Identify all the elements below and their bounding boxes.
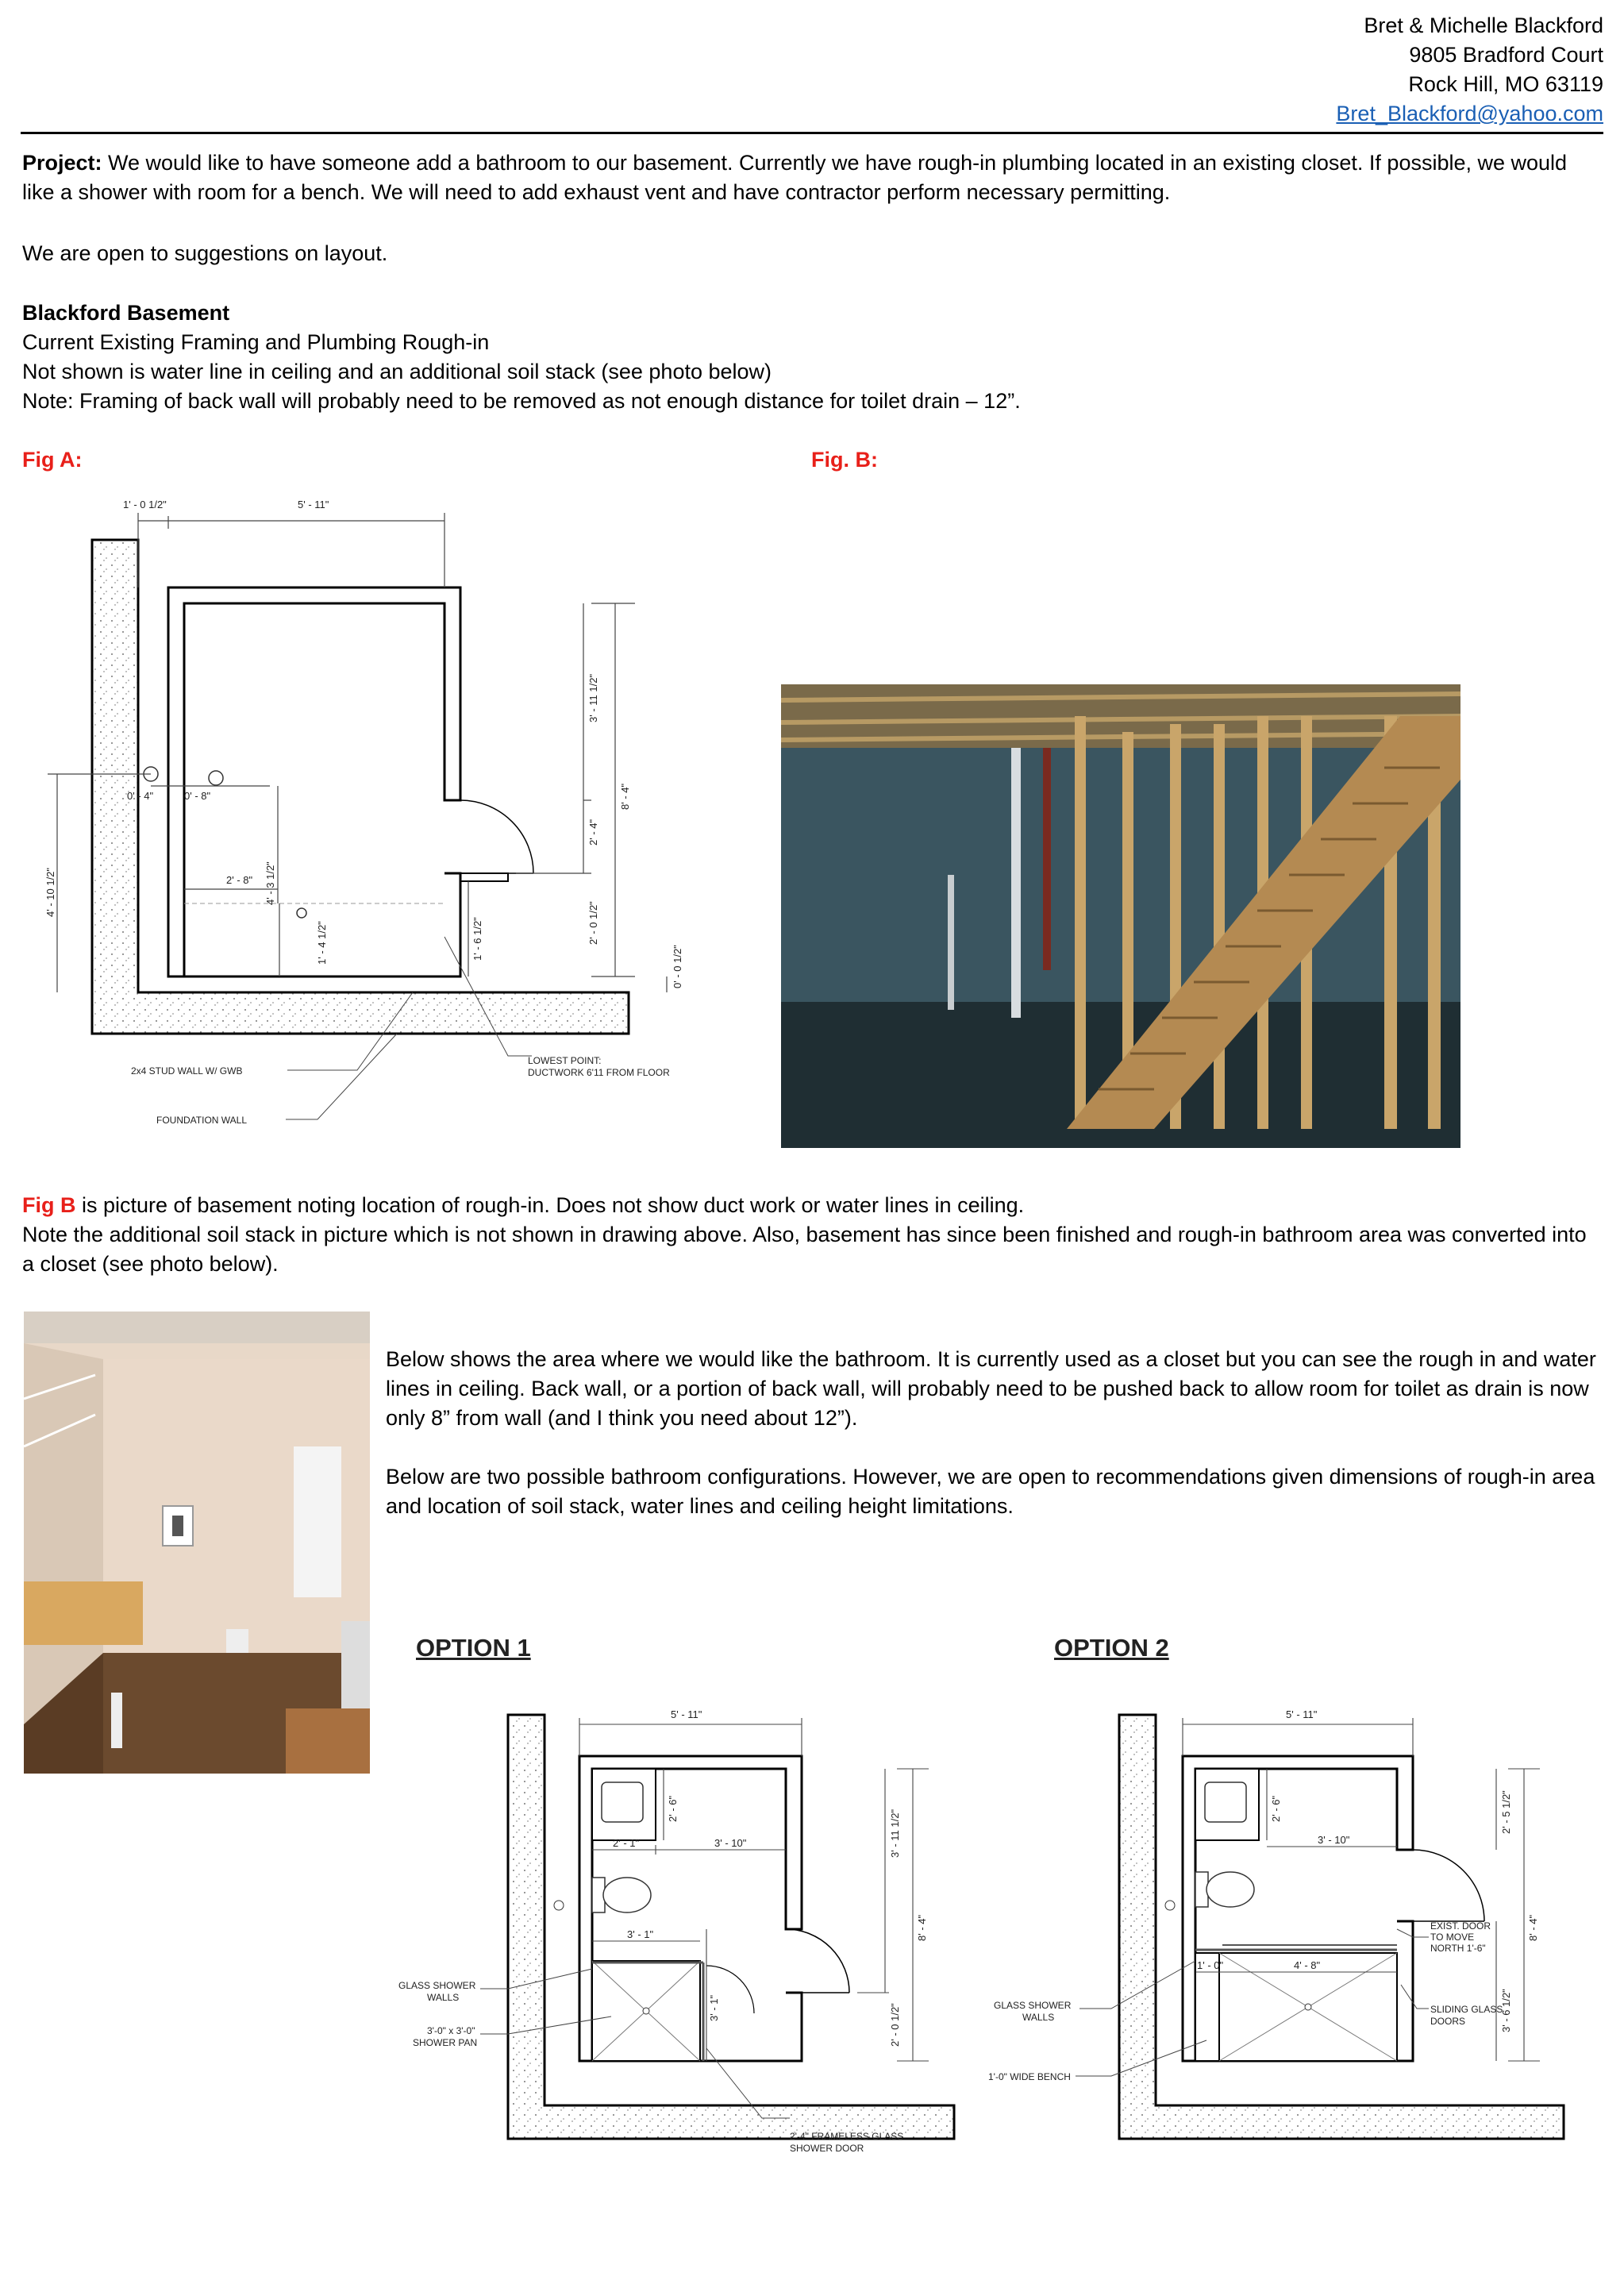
fig-b-caption — [22, 1191, 1602, 1279]
note-pan2: SHOWER PAN — [413, 2037, 478, 2048]
option-1-floor-plan — [389, 1667, 960, 2175]
project-paragraph — [22, 148, 1602, 207]
dim-right-upper: 3' - 11 1/2" — [587, 673, 599, 722]
dim-inner-h: 4' - 3 1/2" — [264, 861, 276, 905]
dim-drain2: 0' - 8" — [184, 790, 211, 802]
dim-left-height: 4' - 10 1/2" — [44, 867, 56, 917]
fig-b-label: Fig. B: — [811, 448, 878, 472]
note-lowest1: LOWEST POINT: — [528, 1055, 602, 1066]
dim-right-upper: 2' - 5 1/2" — [1500, 1790, 1512, 1834]
closet-photo — [24, 1312, 370, 1774]
note-slide1: SLIDING GLASS — [1430, 2004, 1503, 2015]
dim-w1: 2' - 1" — [613, 1837, 640, 1849]
note-glass2: WALLS — [427, 1992, 460, 2003]
basement-section — [22, 299, 1602, 416]
sender-street: 9805 Bradford Court — [1409, 43, 1603, 67]
note-pan1: 3'-0" x 3'-0" — [427, 2025, 475, 2036]
dim-door: 2' - 4" — [587, 819, 599, 845]
dim-w2: 3' - 10" — [714, 1837, 747, 1849]
toilet-icon — [603, 1878, 651, 1912]
dim-shower: 3' - 1" — [708, 1994, 720, 2021]
dim-right-lower: 2' - 0 1/2" — [587, 901, 599, 945]
dim-vanity: 2' - 6" — [1270, 1795, 1282, 1822]
note-lowest2: DUCTWORK 6'11 FROM FLOOR — [528, 1067, 670, 1078]
note-glass1: GLASS SHOWER — [994, 2000, 1072, 2011]
dim-right-total: 8' - 4" — [1527, 1914, 1539, 1941]
dim-inner-w: 2' - 8" — [226, 874, 253, 886]
sink-icon — [602, 1782, 643, 1822]
note-glass2: WALLS — [1022, 2012, 1055, 2023]
dim-right-total: 8' - 4" — [916, 1914, 928, 1941]
project-text: We would like to have someone add a bathroom to our basement. Currently we have rough-in plumbing located in an existing closet. If possible, we would like a shower with room for a bench. We will need to add exhaust vent and have contractor perform necessary permitting. — [22, 151, 1568, 204]
toilet-icon — [1206, 1872, 1254, 1907]
dim-w2: 3' - 10" — [1318, 1834, 1350, 1846]
note-door2: TO MOVE — [1430, 1932, 1475, 1943]
dim-toilet: 3' - 1" — [627, 1928, 654, 1940]
option-2-floor-plan — [984, 1667, 1572, 2175]
dim-width: 5' - 11" — [671, 1708, 702, 1720]
dim-vanity: 2' - 6" — [667, 1795, 679, 1822]
basement-line3: Note: Framing of back wall will probably need to be removed as not enough distance for toilet drain – 12”. — [22, 389, 1021, 413]
sender-email-link[interactable]: Bret_Blackford@yahoo.com — [1336, 102, 1603, 125]
fig-b-basement-photo — [781, 684, 1460, 1148]
closet-paragraph-1: Below shows the area where we would like the bathroom. It is currently used as a closet but you can see the rough in and water lines in ceiling. Back wall, or a portion of back wall, will probably need to be pushed back to allow room for toilet as drain is now only 8” from wall (and I think you need about 12”). — [386, 1347, 1596, 1430]
note-bench: 1'-0" WIDE BENCH — [988, 2071, 1071, 2082]
note-door1: EXIST. DOOR — [1430, 1920, 1491, 1932]
dim-drain1: 0' - 4" — [127, 790, 154, 802]
sink-icon — [1205, 1782, 1246, 1822]
layout-note: We are open to suggestions on layout. — [22, 241, 388, 265]
note-door2: SHOWER DOOR — [790, 2143, 864, 2154]
sender-city: Rock Hill, MO 63119 — [1408, 72, 1603, 96]
note-slide2: DOORS — [1430, 2016, 1466, 2027]
dim-right-total: 8' - 4" — [619, 783, 631, 810]
project-label: Project: — [22, 151, 102, 175]
dim-right-lower: 2' - 0 1/2" — [889, 2003, 901, 2047]
basement-line1: Current Existing Framing and Plumbing Rough-in — [22, 330, 490, 354]
dim-right-lower: 3' - 6 1/2" — [1500, 1989, 1512, 2032]
dim-shower-w: 4' - 8" — [1294, 1959, 1321, 1971]
door-swing — [460, 800, 533, 873]
dim-width: 5' - 11" — [1286, 1708, 1318, 1720]
basement-title: Blackford Basement — [22, 301, 230, 325]
dim-low1: 1' - 4 1/2" — [316, 921, 328, 965]
dim-top-left: 1' - 0 1/2" — [123, 499, 167, 510]
note-stud-wall: 2x4 STUD WALL W/ GWB — [131, 1065, 243, 1077]
note-door3: NORTH 1'-6" — [1430, 1943, 1486, 1954]
fig-b-caption-text1: is picture of basement noting location of rough-in. Does not show duct work or water lines in ceiling. — [75, 1193, 1025, 1217]
fig-a-label: Fig A: — [22, 448, 83, 472]
note-foundation: FOUNDATION WALL — [156, 1115, 248, 1126]
drain-icon — [209, 771, 223, 785]
foundation-wall — [508, 1715, 954, 2139]
dim-corner: 0' - 0 1/2" — [672, 945, 683, 988]
dim-low2: 1' - 6 1/2" — [471, 917, 483, 961]
letterhead — [1336, 11, 1603, 129]
note-door1: 2'-4" FRAMELESS GLASS — [790, 2131, 904, 2142]
option-2-title: OPTION 2 — [1054, 1634, 1169, 1662]
dim-top-width: 5' - 11" — [298, 499, 329, 510]
door-swing — [786, 1929, 849, 1993]
drain-icon — [297, 908, 306, 918]
dim-right-upper: 3' - 11 1/2" — [889, 1808, 901, 1858]
note-glass1: GLASS SHOWER — [398, 1980, 476, 1991]
basement-line2: Not shown is water line in ceiling and an additional soil stack (see photo below) — [22, 360, 772, 383]
option-1-title: OPTION 1 — [416, 1634, 531, 1662]
fig-b-caption-text2: Note the additional soil stack in picture which is not shown in drawing above. Also, basement has since been finished and rough-in bathroom area was converted into a closet (see photo below). — [22, 1223, 1587, 1276]
sender-name: Bret & Michelle Blackford — [1364, 13, 1603, 37]
fig-a-floor-plan — [32, 484, 738, 1135]
closet-paragraph-2: Below are two possible bathroom configurations. However, we are open to recommendations given dimensions of rough-in area and location of soil stack, water lines and ceiling height limitations. — [386, 1465, 1595, 1518]
dim-bench: 1' - 0" — [1197, 1959, 1224, 1971]
door-swing — [1413, 1850, 1484, 1921]
fig-b-caption-label: Fig B — [22, 1193, 76, 1217]
header-divider — [21, 132, 1603, 134]
